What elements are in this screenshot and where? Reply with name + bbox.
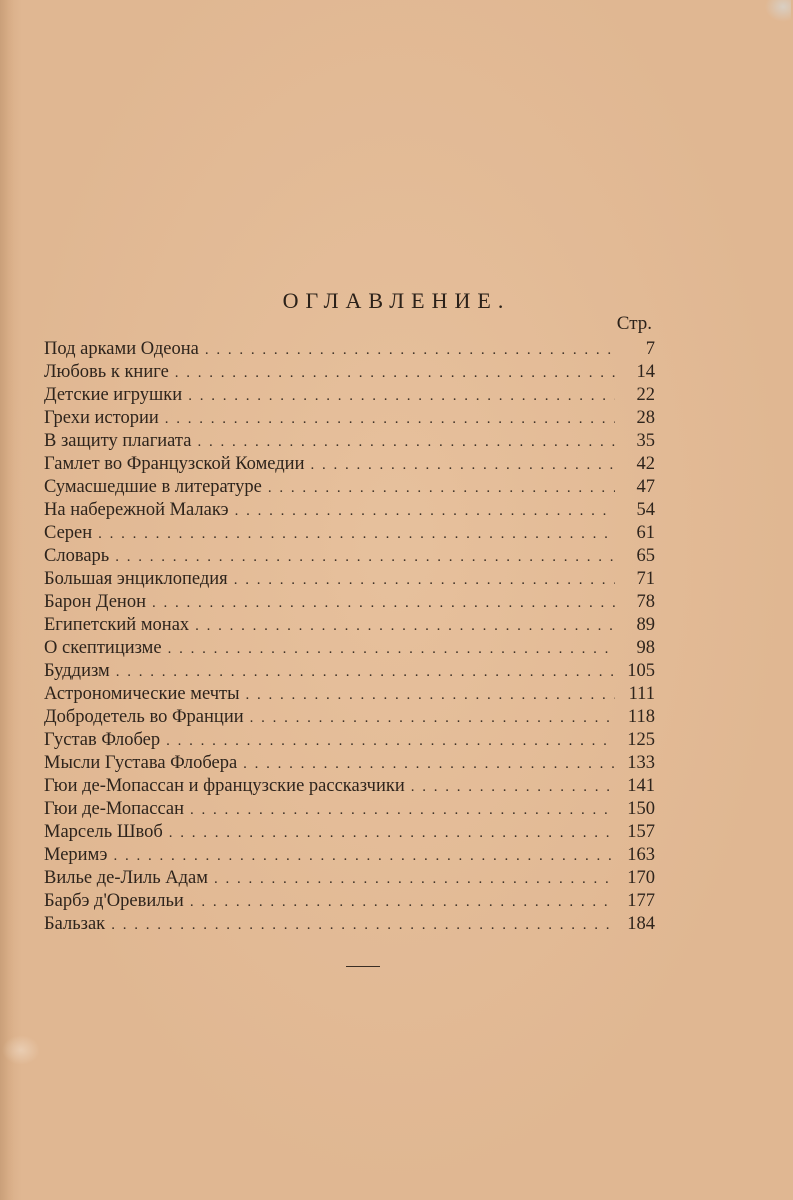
toc-dot-leader bbox=[116, 661, 615, 684]
toc-entry-title: Серен bbox=[44, 523, 93, 543]
toc-entry-title: Гюи де-Мопассан и французские рассказчики bbox=[44, 776, 405, 796]
toc-entry-title: Мысли Густава Флобера bbox=[44, 753, 238, 773]
toc-entry-page: 163 bbox=[627, 845, 655, 865]
toc-entry-page: 118 bbox=[627, 707, 655, 727]
toc-dot-leader bbox=[165, 408, 615, 431]
toc-entry bbox=[44, 752, 655, 775]
toc-entry-title: Марсель Швоб bbox=[44, 822, 163, 842]
toc-entry-page: 14 bbox=[636, 362, 655, 382]
table-of-contents bbox=[44, 338, 655, 936]
corner-wear bbox=[765, 0, 791, 22]
toc-entry-page: 7 bbox=[645, 339, 655, 359]
page-column-header: Стр. bbox=[616, 313, 652, 334]
toc-dot-leader bbox=[152, 592, 615, 615]
toc-entry-title: Словарь bbox=[44, 546, 110, 566]
toc-entry bbox=[44, 545, 655, 568]
toc-entry-title: Вилье де-Лиль Адам bbox=[44, 868, 208, 888]
toc-dot-leader bbox=[310, 454, 615, 477]
toc-entry bbox=[44, 775, 655, 798]
toc-entry-page: 98 bbox=[636, 638, 655, 658]
toc-entry-page: 65 bbox=[636, 546, 655, 566]
toc-dot-leader bbox=[190, 799, 615, 822]
toc-entry bbox=[44, 453, 655, 476]
toc-entry bbox=[44, 522, 655, 545]
toc-entry-page: 184 bbox=[627, 914, 655, 934]
toc-entry-title: Бальзак bbox=[44, 914, 106, 934]
toc-entry-page: 78 bbox=[636, 592, 655, 612]
toc-entry-title: Любовь к книге bbox=[44, 362, 169, 382]
toc-entry bbox=[44, 890, 655, 913]
toc-dot-leader bbox=[188, 385, 615, 408]
toc-entry-title: Египетский монах bbox=[44, 615, 190, 635]
toc-dot-leader bbox=[234, 569, 615, 592]
toc-entry bbox=[44, 476, 655, 499]
toc-dot-leader bbox=[98, 523, 615, 546]
toc-dot-leader bbox=[115, 546, 615, 569]
toc-entry-page: 28 bbox=[636, 408, 655, 428]
toc-entry bbox=[44, 430, 655, 453]
toc-entry bbox=[44, 844, 655, 867]
toc-entry-page: 35 bbox=[636, 431, 655, 451]
toc-dot-leader bbox=[246, 684, 615, 707]
toc-entry-page: 111 bbox=[628, 684, 655, 704]
toc-entry-page: 47 bbox=[636, 477, 655, 497]
toc-dot-leader bbox=[411, 776, 615, 799]
toc-entry-title: О скептицизме bbox=[44, 638, 162, 658]
toc-entry bbox=[44, 407, 655, 430]
toc-entry-page: 42 bbox=[636, 454, 655, 474]
toc-entry-title: Барбэ д'Оревильи bbox=[44, 891, 184, 911]
toc-dot-leader bbox=[195, 615, 615, 638]
toc-entry-title: Гюи де-Мопассан bbox=[44, 799, 185, 819]
toc-dot-leader bbox=[268, 477, 615, 500]
toc-dot-leader bbox=[214, 868, 615, 891]
toc-entry-page: 170 bbox=[627, 868, 655, 888]
toc-entry-page: 61 bbox=[636, 523, 655, 543]
toc-entry bbox=[44, 729, 655, 752]
toc-dot-leader bbox=[197, 431, 615, 454]
toc-entry bbox=[44, 361, 655, 384]
toc-entry-page: 133 bbox=[627, 753, 655, 773]
toc-entry bbox=[44, 384, 655, 407]
toc-entry-title: Барон Денон bbox=[44, 592, 146, 612]
toc-entry-title: Сумасшедшие в литературе bbox=[44, 477, 262, 497]
toc-entry-title: Буддизм bbox=[44, 661, 110, 681]
closing-rule bbox=[346, 966, 380, 967]
toc-dot-leader bbox=[111, 914, 615, 937]
toc-entry bbox=[44, 499, 655, 522]
toc-entry-page: 125 bbox=[627, 730, 655, 750]
page-edge-shadow bbox=[0, 0, 14, 1200]
toc-entry-title: Гамлет во Французской Комедии bbox=[44, 454, 305, 474]
toc-dot-leader bbox=[169, 822, 615, 845]
paper-blemish bbox=[2, 1035, 40, 1065]
toc-entry-page: 22 bbox=[636, 385, 655, 405]
toc-entry-title: Большая энциклопедия bbox=[44, 569, 228, 589]
toc-dot-leader bbox=[250, 707, 615, 730]
toc-dot-leader bbox=[205, 339, 615, 362]
toc-entry-page: 177 bbox=[627, 891, 655, 911]
toc-entry-title: Густав Флобер bbox=[44, 730, 161, 750]
toc-entry bbox=[44, 798, 655, 821]
toc-entry bbox=[44, 568, 655, 591]
toc-entry bbox=[44, 660, 655, 683]
toc-entry-page: 105 bbox=[627, 661, 655, 681]
toc-entry-title: Под арками Одеона bbox=[44, 339, 199, 359]
toc-entry bbox=[44, 338, 655, 361]
toc-entry-title: В защиту плагиата bbox=[44, 431, 192, 451]
toc-entry-page: 150 bbox=[627, 799, 655, 819]
toc-entry-page: 54 bbox=[636, 500, 655, 520]
toc-entry bbox=[44, 821, 655, 844]
toc-entry-page: 157 bbox=[627, 822, 655, 842]
toc-dot-leader bbox=[175, 362, 615, 385]
toc-entry bbox=[44, 913, 655, 936]
toc-entry-title: Грехи истории bbox=[44, 408, 159, 428]
toc-dot-leader bbox=[166, 730, 615, 753]
toc-dot-leader bbox=[113, 845, 615, 868]
toc-dot-leader bbox=[243, 753, 615, 776]
toc-dot-leader bbox=[168, 638, 615, 661]
toc-entry bbox=[44, 637, 655, 660]
toc-entry-title: Добродетель во Франции bbox=[44, 707, 244, 727]
toc-entry-title: Детские игрушки bbox=[44, 385, 183, 405]
toc-entry bbox=[44, 867, 655, 890]
toc-entry-title: Меримэ bbox=[44, 845, 108, 865]
toc-entry bbox=[44, 591, 655, 614]
toc-entry bbox=[44, 706, 655, 729]
toc-entry-page: 89 bbox=[636, 615, 655, 635]
toc-entry-page: 71 bbox=[636, 569, 655, 589]
toc-dot-leader bbox=[235, 500, 615, 523]
toc-entry-title: На набережной Малакэ bbox=[44, 500, 229, 520]
toc-entry-page: 141 bbox=[627, 776, 655, 796]
page-title: ОГЛАВЛЕНИЕ. bbox=[282, 288, 511, 313]
toc-entry bbox=[44, 683, 655, 706]
toc-entry-title: Астрономические мечты bbox=[44, 684, 240, 704]
toc-entry bbox=[44, 614, 655, 637]
toc-dot-leader bbox=[190, 891, 615, 914]
